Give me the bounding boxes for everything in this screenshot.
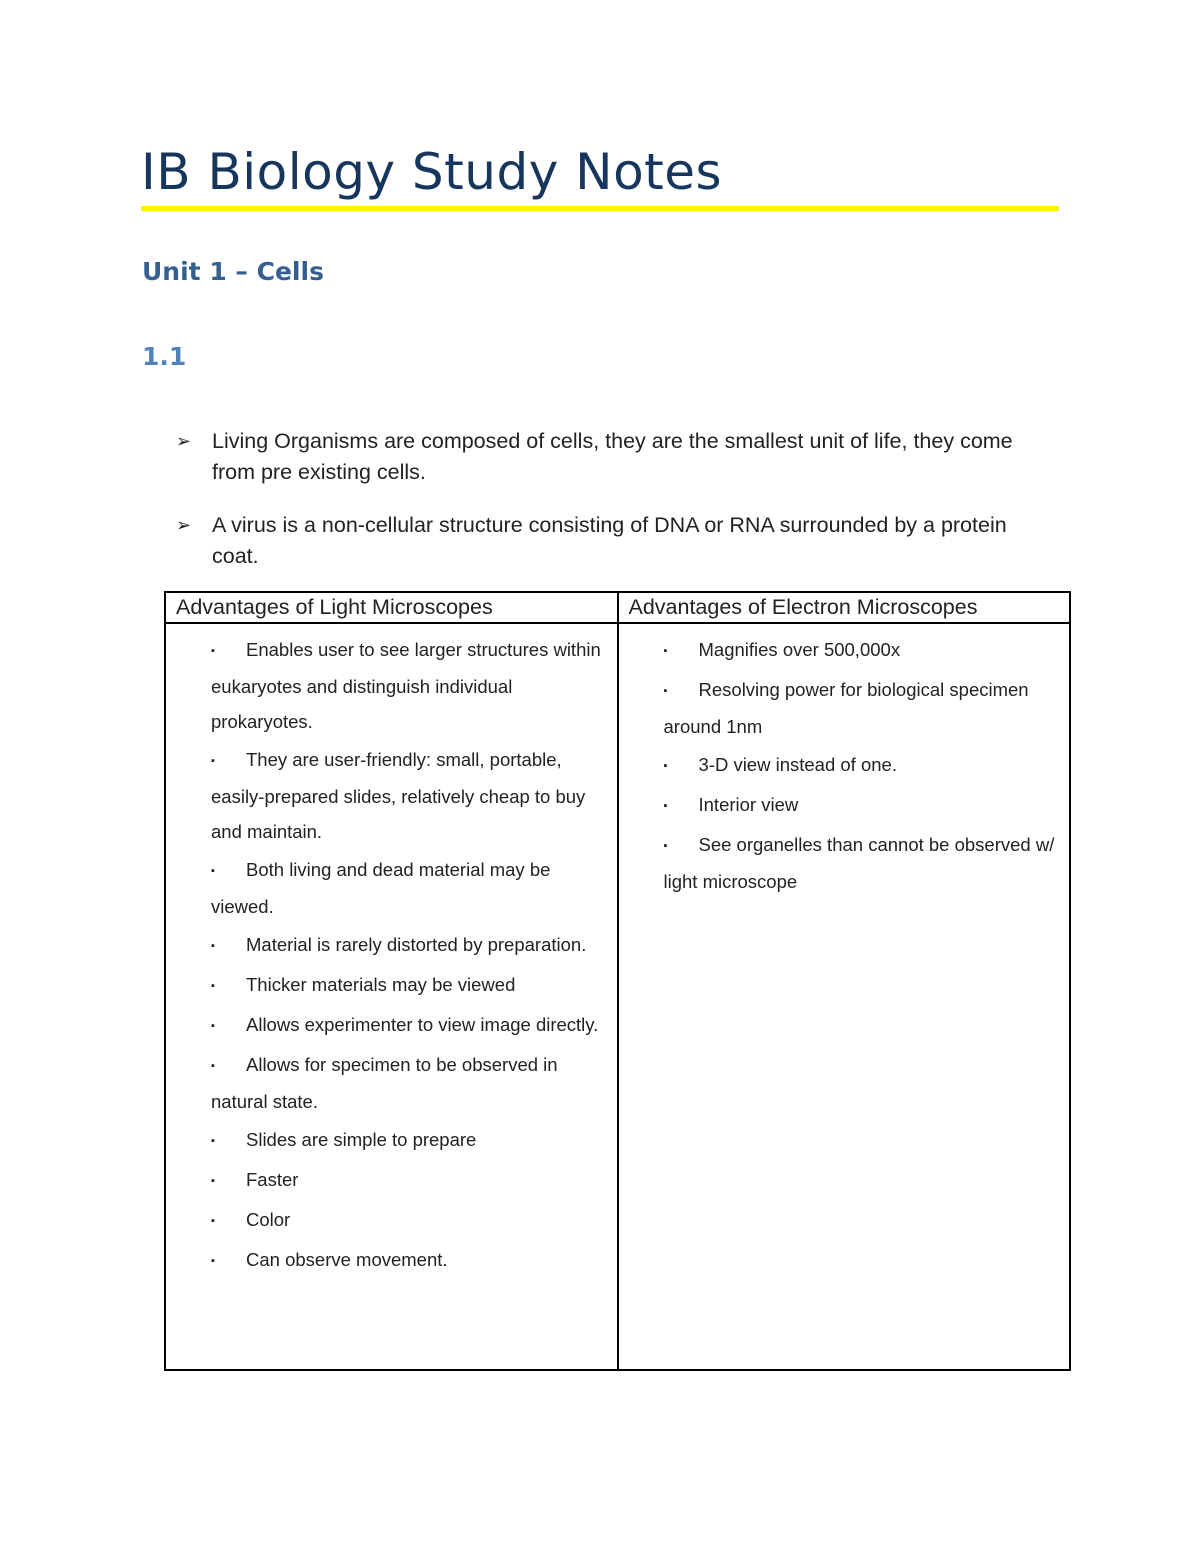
list-item-text: Both living and dead material may be viewed.	[211, 859, 551, 917]
square-bullet-icon: ▪	[211, 1020, 215, 1032]
list-item-text: Material is rarely distorted by preparation.	[246, 934, 587, 955]
list-item	[211, 1047, 603, 1119]
light-advantages-cell	[165, 623, 618, 1370]
list-item-text: Allows for specimen to be observed in natural state.	[211, 1054, 558, 1112]
list-item	[211, 632, 603, 739]
list-item	[211, 927, 603, 964]
square-bullet-icon: ▪	[663, 840, 668, 852]
intro-bullet-text: Living Organisms are composed of cells, they are the smallest unit of life, they come from pre existing cells.	[212, 429, 1013, 484]
list-item	[664, 747, 1060, 784]
list-item	[211, 742, 603, 849]
list-item	[211, 1122, 603, 1159]
list-item-text: Allows experimenter to view image directly.	[246, 1014, 599, 1035]
arrow-bullet-icon: ➢	[176, 431, 192, 451]
list-item	[211, 1162, 603, 1199]
list-item	[211, 852, 603, 924]
list-item-text: 3-D view instead of one.	[698, 754, 897, 775]
electron-advantages-list	[664, 632, 1060, 899]
list-item	[211, 1202, 603, 1239]
microscope-comparison-table	[164, 591, 1071, 1371]
list-item-text: Thicker materials may be viewed	[246, 974, 516, 995]
intro-bullet	[176, 426, 1056, 488]
electron-advantages-cell	[618, 623, 1071, 1370]
light-advantages-list	[211, 632, 603, 1279]
square-bullet-icon: ▪	[211, 1135, 215, 1147]
list-item	[211, 1242, 603, 1279]
square-bullet-icon: ▪	[211, 1060, 215, 1072]
list-item	[664, 632, 1060, 669]
list-item	[211, 1007, 603, 1044]
light-microscopes-header: Advantages of Light Microscopes	[165, 592, 618, 623]
square-bullet-icon: ▪	[663, 685, 668, 697]
section-heading: 1.1	[142, 342, 187, 371]
electron-microscopes-header: Advantages of Electron Microscopes	[618, 592, 1071, 623]
square-bullet-icon: ▪	[211, 940, 215, 952]
list-item-text: They are user-friendly: small, portable, easily-prepared slides, relatively cheap to buy and maintain.	[211, 749, 586, 842]
list-item	[664, 827, 1060, 899]
intro-bullet-list	[176, 426, 1056, 594]
list-item-text: Interior view	[698, 794, 799, 815]
list-item	[664, 672, 1060, 744]
square-bullet-icon: ▪	[211, 1175, 215, 1187]
document-title: IB Biology Study Notes	[141, 143, 723, 201]
square-bullet-icon: ▪	[663, 760, 668, 772]
list-item-text: Magnifies over 500,000x	[698, 639, 901, 660]
table-header-row	[165, 592, 1070, 623]
square-bullet-icon: ▪	[211, 1255, 215, 1267]
list-item-text: Resolving power for biological specimen around 1nm	[663, 679, 1029, 737]
intro-bullet	[176, 510, 1056, 572]
arrow-bullet-icon: ➢	[176, 515, 192, 535]
list-item-text: Slides are simple to prepare	[246, 1129, 477, 1150]
table-row	[165, 623, 1070, 1370]
square-bullet-icon: ▪	[211, 755, 215, 767]
square-bullet-icon: ▪	[663, 800, 668, 812]
list-item-text: Faster	[246, 1169, 299, 1190]
title-underline	[141, 206, 1059, 211]
list-item	[211, 967, 603, 1004]
square-bullet-icon: ▪	[211, 980, 215, 992]
unit-heading: Unit 1 – Cells	[142, 257, 324, 286]
square-bullet-icon: ▪	[211, 645, 215, 657]
list-item-text: See organelles than cannot be observed w/ light microscope	[663, 834, 1055, 892]
list-item	[664, 787, 1060, 824]
square-bullet-icon: ▪	[211, 865, 215, 877]
square-bullet-icon: ▪	[211, 1215, 215, 1227]
intro-bullet-text: A virus is a non-cellular structure consisting of DNA or RNA surrounded by a protein coat.	[212, 513, 1007, 568]
square-bullet-icon: ▪	[663, 645, 668, 657]
list-item-text: Color	[246, 1209, 291, 1230]
list-item-text: Enables user to see larger structures within eukaryotes and distinguish individual prokaryotes.	[211, 639, 601, 732]
list-item-text: Can observe movement.	[246, 1249, 448, 1270]
